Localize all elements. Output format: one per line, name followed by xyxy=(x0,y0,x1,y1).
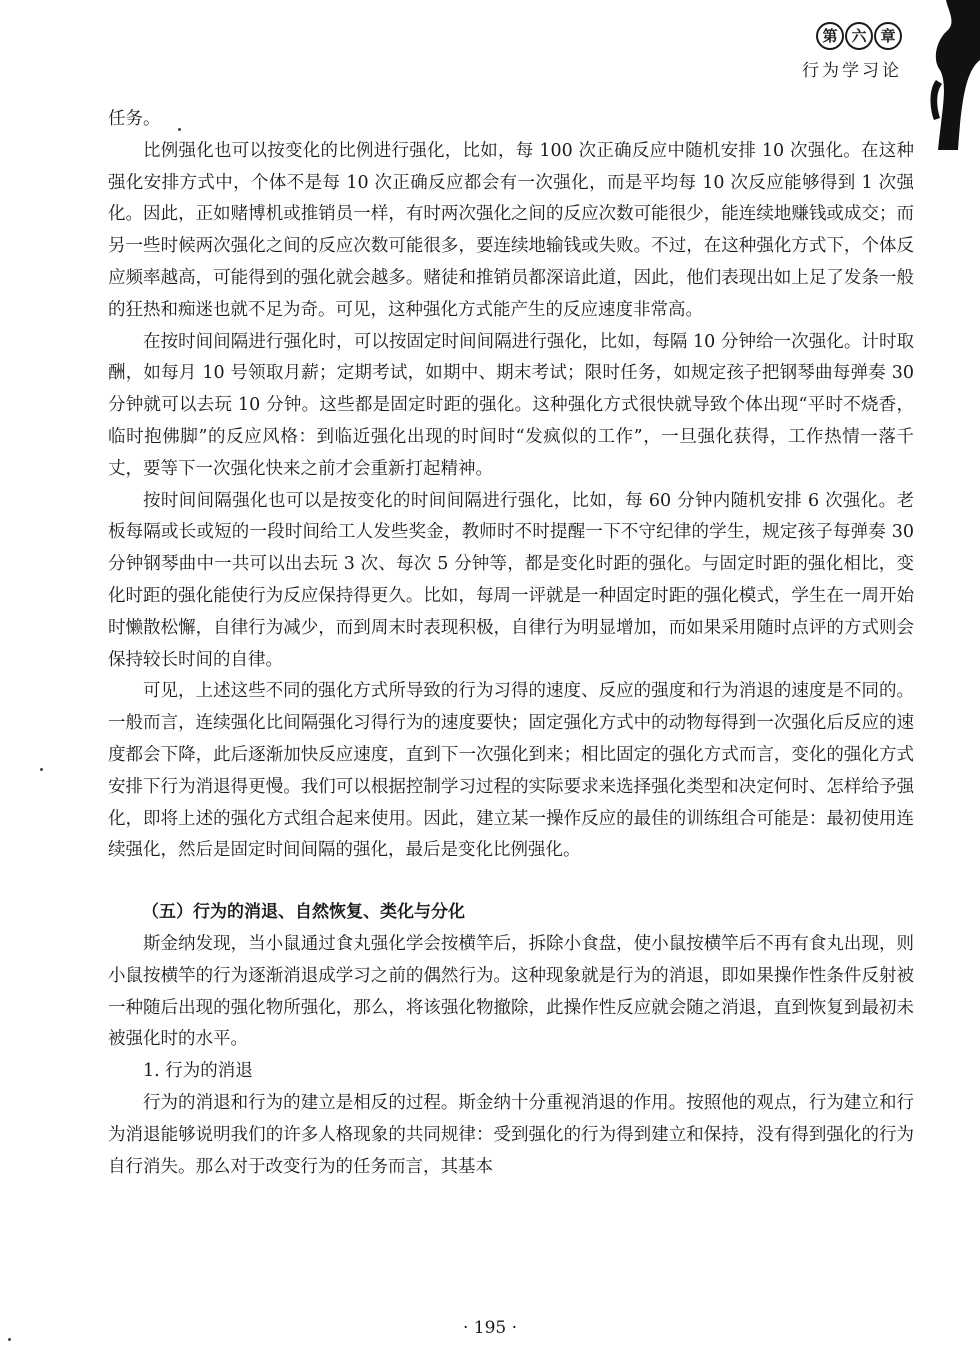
subsection-heading: 1. 行为的消退 xyxy=(143,1061,253,1082)
brush-stroke-decoration xyxy=(918,0,980,150)
paragraph-fixed-interval: 在按时间间隔进行强化时，可以按固定时间间隔进行强化，比如，每隔 10 分钟给一次强化。计时取酬，如每月 10 号领取月薪；定期考试，如期中、期末考试；限时任务，如规定孩子把钢琴曲每弹奏 30 分钟就可以去玩 10 分钟。这些都是固定时距的强化。这种强化方式很快就导致个体出现“平时不烧香，临时抱佛脚”的反应风格：到临近强化出现的时间时“发疯似的工作”，一旦强化获得，工作热情一落千丈，要等下一次强化快来之前才会重新打起精神。 xyxy=(108,331,914,479)
scan-speck xyxy=(178,128,181,131)
paragraph-continuation: 任务。 xyxy=(108,109,161,129)
chapter-char-2: 六 xyxy=(845,22,873,50)
chapter-badges xyxy=(802,22,902,50)
page-body xyxy=(108,104,914,1183)
section-heading: （五）行为的消退、自然恢复、类化与分化 xyxy=(142,902,465,923)
paragraph-summary: 可见，上述这些不同的强化方式所导致的行为习得的速度、反应的强度和行为消退的速度是不同的。一般而言，连续强化比间隔强化习得行为的速度要快；固定强化方式中的动物每得到一次强化后反应的速度都会下降，此后逐渐加快反应速度，直到下一次强化到来；相比固定的强化方式而言，变化的强化方式安排下行为消退得更慢。我们可以根据控制学习过程的实际要求来选择强化类型和决定何时、怎样给予强化，即将上述的强化方式组合起来使用。因此，建立某一操作反应的最佳的训练组合可能是：最初使用连续强化，然后是固定时间间隔的强化，最后是变化比例强化。 xyxy=(108,681,914,861)
running-head xyxy=(802,22,902,81)
scan-speck xyxy=(40,768,43,771)
paragraph-variable-ratio: 比例强化也可以按变化的比例进行强化，比如，每 100 次正确反应中随机安排 10 次强化。在这种强化安排方式中，个体不是每 10 次正确反应都会有一次强化，而是平均每 10 次反应能够得到 1 次强化。因此，正如赌博机或推销员一样，有时两次强化之间的反应次数可能很少，能连续地赚钱或成交；而另一些时候两次强化之间的反应次数可能很多，要连续地输钱或失败。不过，在这种强化方式下，个体反应频率越高，可能得到的强化就会越多。赌徒和推销员都深谙此道，因此，他们表现出如上足了发条一般的狂热和痴迷也就不足为奇。可见，这种强化方式能产生的反应速度非常高。 xyxy=(108,140,914,320)
paragraph-extinction: 行为的消退和行为的建立是相反的过程。斯金纳十分重视消退的作用。按照他的观点，行为建立和行为消退能够说明我们的许多人格现象的共同规律：受到强化的行为得到建立和保持，没有得到强化的行为自行消失。那么对于改变行为的任务而言，其基本 xyxy=(108,1092,914,1177)
scan-speck xyxy=(8,1338,11,1341)
page-number: · 195 · xyxy=(462,1318,518,1338)
chapter-title: 行为学习论 xyxy=(802,61,902,81)
paragraph-variable-interval: 按时间间隔强化也可以是按变化的时间间隔进行强化，比如，每 60 分钟内随机安排 6 次强化。老板每隔或长或短的一段时间给工人发些奖金，教师时不时提醒一下不守纪律的学生，规定孩子每弹奏 30 分钟钢琴曲中一共可以出去玩 3 次、每次 5 分钟等，都是变化时距的强化。与固定时距的强化相比，变化时距的强化能使行为反应保持得更久。比如，每周一评就是一种固定时距的强化模式，学生在一周开始时懒散松懈，自律行为减少，而到周末时表现积极，自律行为明显增加，而如果采用随时点评的方式则会保持较长时间的自律。 xyxy=(108,490,914,670)
chapter-char-3: 章 xyxy=(874,22,902,50)
chapter-char-1: 第 xyxy=(816,22,844,50)
paragraph-extinction-intro: 斯金纳发现，当小鼠通过食丸强化学会按横竿后，拆除小食盘，使小鼠按横竿后不再有食丸出现，则小鼠按横竿的行为逐渐消退成学习之前的偶然行为。这种现象就是行为的消退，即如果操作性条件反射被一种随后出现的强化物所强化，那么，将该强化物撤除，此操作性反应就会随之消退，直到恢复到最初未被强化时的水平。 xyxy=(108,933,914,1050)
